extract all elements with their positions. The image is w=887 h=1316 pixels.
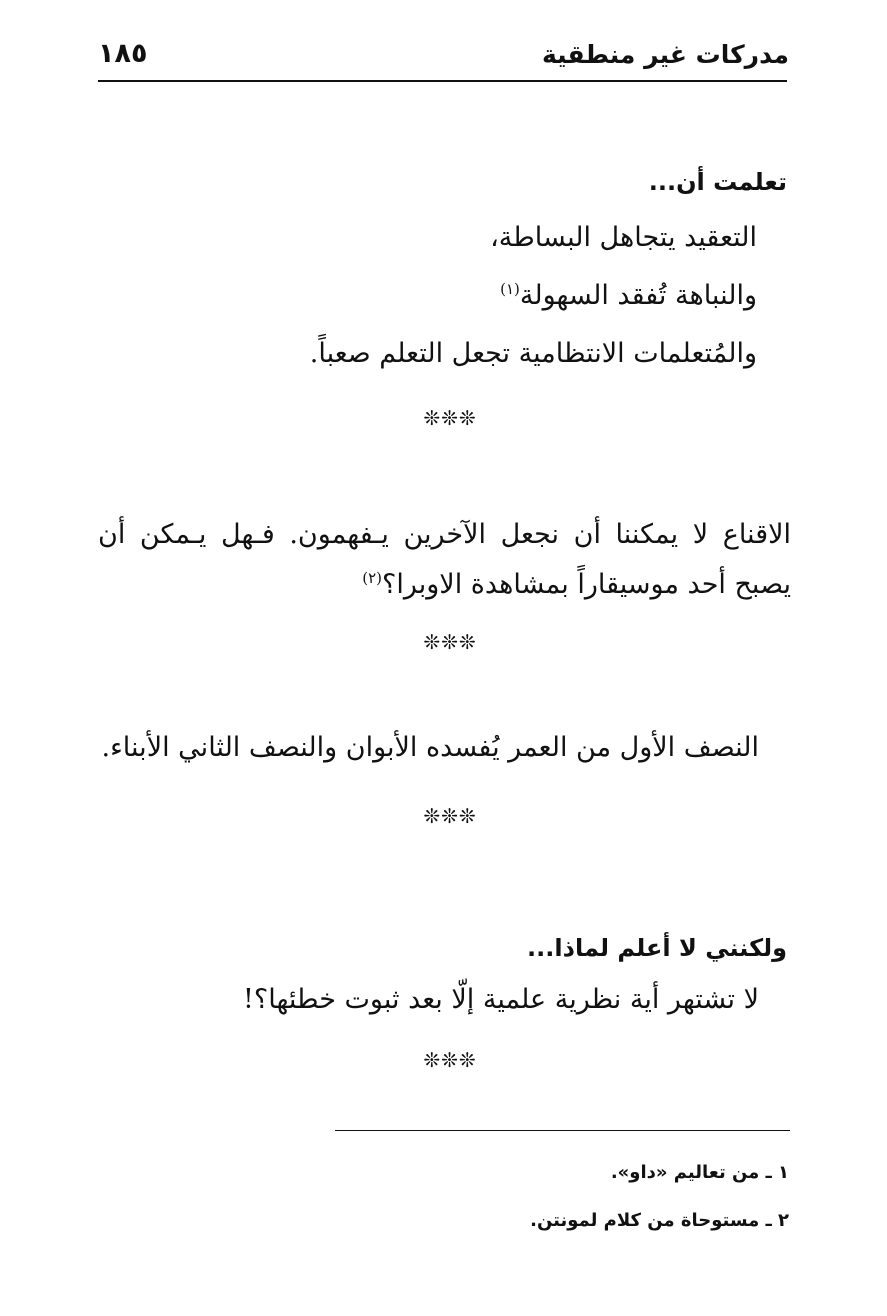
footnote-2: ٢ ـ مستوحاة من كلام لمونتن. — [530, 1210, 789, 1231]
page-number: ١٨٥ — [98, 38, 148, 69]
paragraph-persuasion — [98, 510, 791, 610]
section-heading-dont-know: ولكنني لا أعلم لماذا... — [527, 934, 787, 962]
footnote-1: ١ ـ من تعاليم «داو». — [610, 1162, 789, 1183]
footnote-rule — [335, 1130, 790, 1131]
paragraph-life-halves: النصف الأول من العمر يُفسده الأبوان والنصف الثاني الأبناء. — [101, 732, 759, 763]
aphorism-line-2-text: والنباهة تُفقد السهولة — [519, 280, 757, 311]
header-rule — [98, 80, 787, 82]
aphorism-line-3: والمُتعلمات الانتظامية تجعل التعلم صعباً. — [309, 338, 757, 369]
separator-stars-2: ❊❊❊ — [423, 630, 477, 654]
separator-stars-3: ❊❊❊ — [423, 804, 477, 828]
footnote-ref-2: (٢) — [362, 569, 383, 587]
section-heading-learned: تعلمت أن... — [648, 168, 787, 196]
aphorism-line-1: التعقيد يتجاهل البساطة، — [490, 222, 757, 253]
paragraph-persuasion-text: الاقناع لا يمكننا أن نجعل الآخرين يـفهمون. فـهل يـمكن أن يصبح أحد موسيقاراً بمشاهدة الاوبرا؟ — [98, 519, 791, 600]
aphorism-line-2 — [500, 280, 757, 311]
footnote-ref-1: (١) — [500, 280, 520, 298]
paragraph-scientific-theory: لا تشتهر أية نظرية علمية إلّا بعد ثبوت خطئها؟! — [243, 984, 759, 1015]
separator-stars-1: ❊❊❊ — [423, 406, 477, 430]
separator-stars-4: ❊❊❊ — [423, 1048, 477, 1072]
running-header-title: مدركات غير منطقية — [542, 40, 789, 69]
